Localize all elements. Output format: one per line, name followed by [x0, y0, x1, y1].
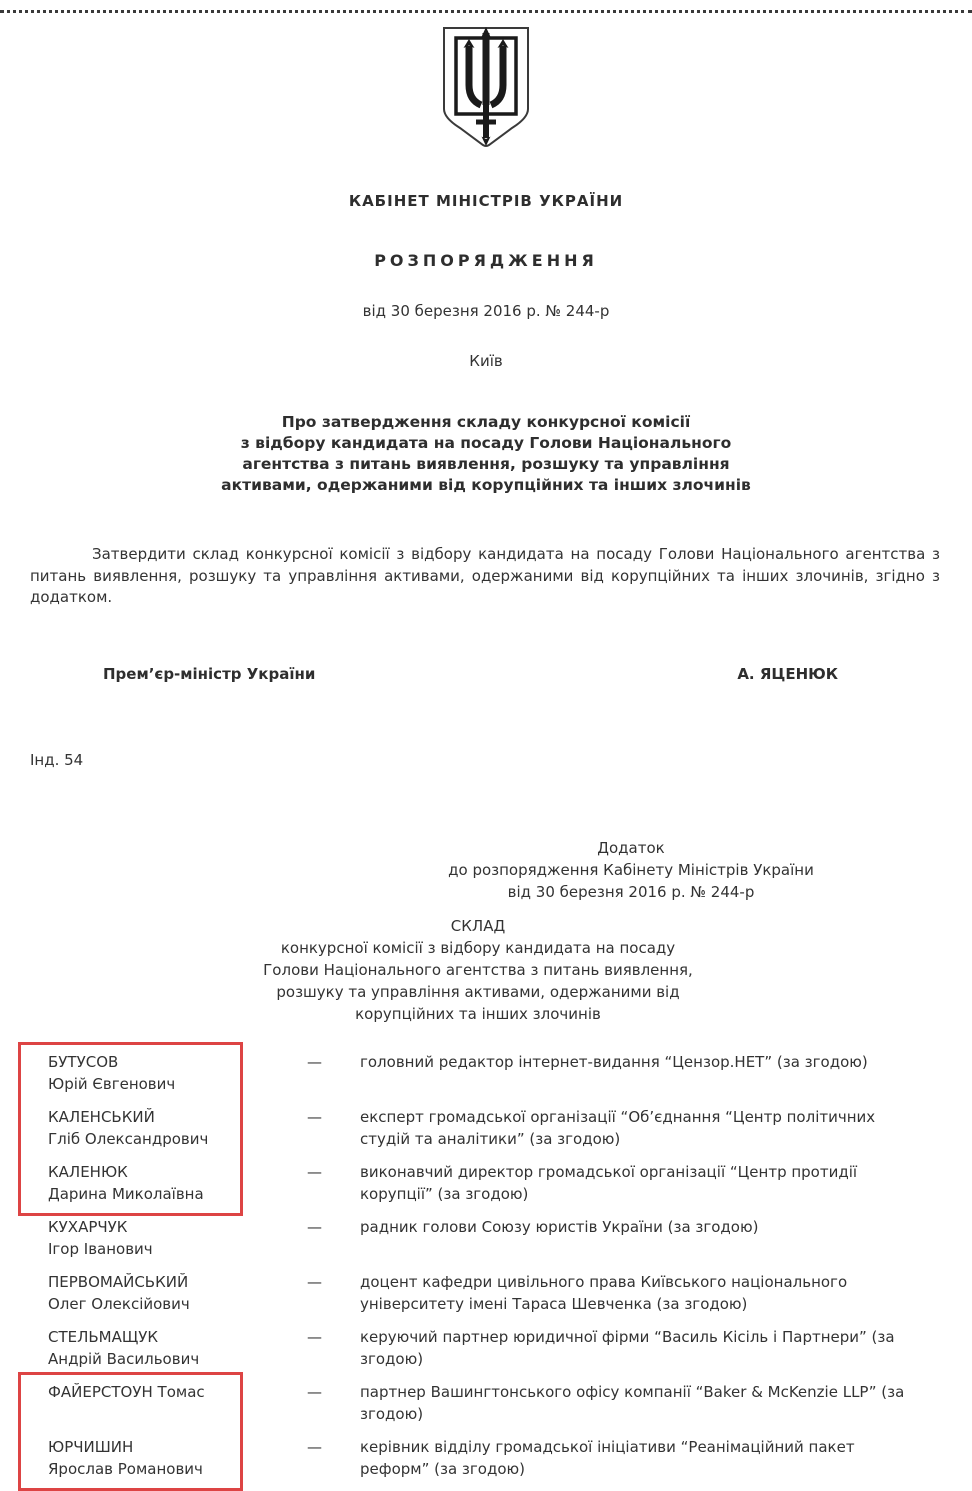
appendix-heading-line: від 30 березня 2016 р. № 244-р: [507, 882, 755, 901]
member-name: БУТУСОВ Юрій Євгенович: [48, 1052, 176, 1093]
member-description: експерт громадської організації “Об’єднання “Центр політичних студій та аналітики” (за згодою): [360, 1107, 876, 1148]
member-description: головний редактор інтернет-видання “Цензор.НЕТ” (за згодою): [360, 1052, 868, 1071]
member-description: радник голови Союзу юристів України (за згодою): [360, 1217, 759, 1236]
dash-separator: —: [307, 1107, 322, 1126]
dash-separator: —: [307, 1327, 322, 1346]
ukraine-trident-icon: [441, 25, 531, 151]
composition-heading-line: СКЛАД: [450, 916, 506, 935]
member-row: [48, 1216, 938, 1260]
member-name: КУХАРЧУК Ігор Іванович: [48, 1217, 153, 1258]
dash-separator: —: [307, 1272, 322, 1291]
member-row: [48, 1436, 938, 1480]
member-row: [48, 1051, 938, 1095]
member-description: партнер Вашингтонського офісу компанії “Baker & McKenzie LLP” (за згодою): [360, 1382, 905, 1423]
member-row: [48, 1161, 938, 1205]
member-row: [48, 1106, 938, 1150]
member-description: виконавчий директор громадської організації “Центр протидії корупції” (за згодою): [360, 1162, 858, 1203]
appendix-heading-line: до розпорядження Кабінету Міністрів України: [448, 860, 814, 879]
member-description: керуючий партнер юридичної фірми “Василь Кісіль і Партнери” (за згодою): [360, 1327, 895, 1368]
member-name: ПЕРВОМАЙСЬКИЙ Олег Олексійович: [48, 1272, 190, 1313]
signature-name: А. ЯЦЕНЮК: [737, 664, 838, 683]
document-title-line: активами, одержаними від корупційних та інших злочинів: [221, 476, 751, 494]
appendix-heading-line: Додаток: [597, 838, 665, 857]
document-type-heading: РОЗПОРЯДЖЕННЯ: [374, 251, 598, 270]
organization-name: КАБІНЕТ МІНІСТРІВ УКРАЇНИ: [348, 192, 624, 210]
member-name: КАЛЕНСЬКИЙ Гліб Олександрович: [48, 1107, 209, 1148]
coat-of-arms-emblem: [0, 25, 972, 153]
decree-body-paragraph: Затвердити склад конкурсної комісії з відбору кандидата на посаду Голови Національного агентства з питань виявлення, розшуку та управління активами, одержаними від корупційних та інших злочинів, згідно з додатком.: [30, 545, 940, 606]
composition-heading: [228, 915, 728, 1025]
member-row: [48, 1271, 938, 1315]
dash-separator: —: [307, 1382, 322, 1401]
document-city: Київ: [469, 352, 503, 370]
member-name: ЮРЧИШИН Ярослав Романович: [48, 1437, 203, 1478]
signature-row: [0, 663, 972, 685]
composition-heading-line: конкурсної комісії з відбору кандидата на посаду: [280, 938, 676, 957]
member-name: СТЕЛЬМАЩУК Андрій Васильович: [48, 1327, 200, 1368]
composition-heading-line: розшуку та управління активами, одержаними від: [276, 982, 680, 1001]
member-description: керівник відділу громадської ініціативи “Реанімаційний пакет реформ” (за згодою): [360, 1437, 855, 1478]
appendix-heading: [411, 837, 851, 903]
signature-role: Прем’єр-міністр України: [103, 664, 316, 683]
page-top-dotted-border: [0, 10, 972, 13]
member-name: ФАЙЕРСТОУН Томас: [48, 1382, 205, 1401]
document-title: [0, 412, 972, 496]
composition-heading-line: корупційних та інших злочинів: [355, 1004, 601, 1023]
dash-separator: —: [307, 1437, 322, 1456]
document-title-line: агентства з питань виявлення, розшуку та управління: [242, 455, 730, 473]
index-note: Інд. 54: [30, 750, 84, 769]
composition-heading-line: Голови Національного агентства з питань виявлення,: [263, 960, 693, 979]
commission-members-list: [48, 1051, 938, 1480]
member-name: КАЛЕНЮК Дарина Миколаївна: [48, 1162, 204, 1203]
member-row: [48, 1381, 938, 1425]
member-row: [48, 1326, 938, 1370]
document-date-number: від 30 березня 2016 р. № 244-р: [362, 302, 610, 320]
document-title-line: з відбору кандидата на посаду Голови Національного: [240, 434, 732, 452]
dash-separator: —: [307, 1052, 322, 1071]
member-description: доцент кафедри цивільного права Київського національного університету імені Тараса Шевченка (за згодою): [360, 1272, 848, 1313]
dash-separator: —: [307, 1217, 322, 1236]
dash-separator: —: [307, 1162, 322, 1181]
document-title-line: Про затвердження складу конкурсної комісії: [281, 413, 691, 431]
